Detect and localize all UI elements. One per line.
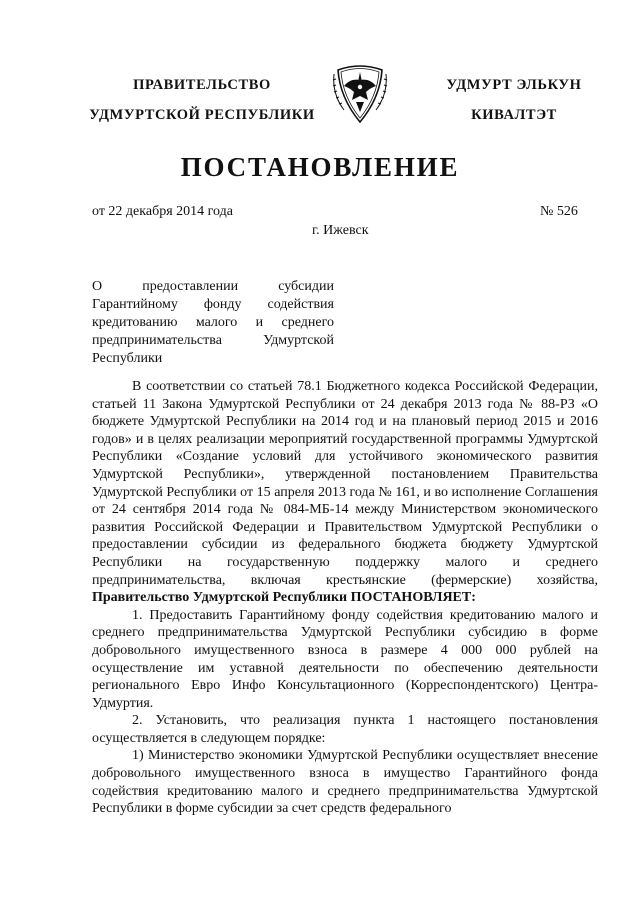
header-right-line1: УДМУРТ ЭЛЬКУН xyxy=(446,77,582,93)
header-left-line1: ПРАВИТЕЛЬСТВО xyxy=(133,77,271,93)
header-right-line2: КИВАЛТЭТ xyxy=(471,107,557,123)
document-body xyxy=(92,378,598,818)
document-number: № 526 xyxy=(540,204,578,219)
preamble-text: В соответствии со статьей 78.1 Бюджетного кодекса Российской Федерации, статьей 11 Закона Удмуртской Республики от 24 декабря 2013 года № 88-РЗ «О бюджете Удмуртской Республики на 2014 год и на плановый период 2015 и 2016 годов» и в целях реализации мероприятий государственной программы Удмуртской Республики «Создание условий для устойчивого экономического развития Удмуртской Республики», утвержденной постановлением Правительства Удмуртской Республики от 15 апреля 2013 года № 161, и во исполнение Соглашения от 24 сентября 2014 года № 084-МБ-14 между Министерством экономического развития Российской Федерации и Правительством Удмуртской Республики о предоставлении субсидии из федерального бюджета бюджету Удмуртской Республики на государственную поддержку малого и среднего предпринимательства, включая крестьянские (фермерские) хозяйства, xyxy=(92,379,598,588)
header-left-line2: УДМУРТСКОЙ РЕСПУБЛИКИ xyxy=(89,107,315,123)
decree-line: Правительство Удмуртской Республики ПОСТАНОВЛЯЕТ: xyxy=(92,590,476,606)
document-city: г. Ижевск xyxy=(312,223,369,238)
udmurt-coat-of-arms-icon xyxy=(330,58,390,128)
header-right xyxy=(430,70,598,130)
body-item-2: 2. Установить, что реализация пункта 1 настоящего постановления осуществляется в следующем порядке: xyxy=(92,713,598,746)
header-left xyxy=(86,70,318,130)
document-title: ПОСТАНОВЛЕНИЕ xyxy=(180,152,460,182)
body-preamble xyxy=(92,378,598,607)
document-date: от 22 декабря 2014 года xyxy=(92,204,233,219)
body-item-2-1: 1) Министерство экономики Удмуртской Республики осуществляет внесение добровольного имущественного взноса в имущество Гарантийного фонда содействия кредитованию малого и среднего предпринимательства Удмуртской Республики в форме субсидии за счет средств федерального xyxy=(92,748,598,817)
body-item-1: 1. Предоставить Гарантийному фонду содействия кредитованию малого и среднего предпринимательства Удмуртской Республики субсидию в форме добровольного имущественного взноса в размере 4 000 000 рублей на осуществление им уставной деятельности по обеспечению деятельности регионального Евро Инфо Консультационного (Корреспондентского) Центра-Удмуртия. xyxy=(92,607,598,711)
document-subject: О предоставлении субсидии Гарантийному фонду содействия кредитованию малого и среднего предпринимательства Удмуртской Республики xyxy=(92,279,334,366)
